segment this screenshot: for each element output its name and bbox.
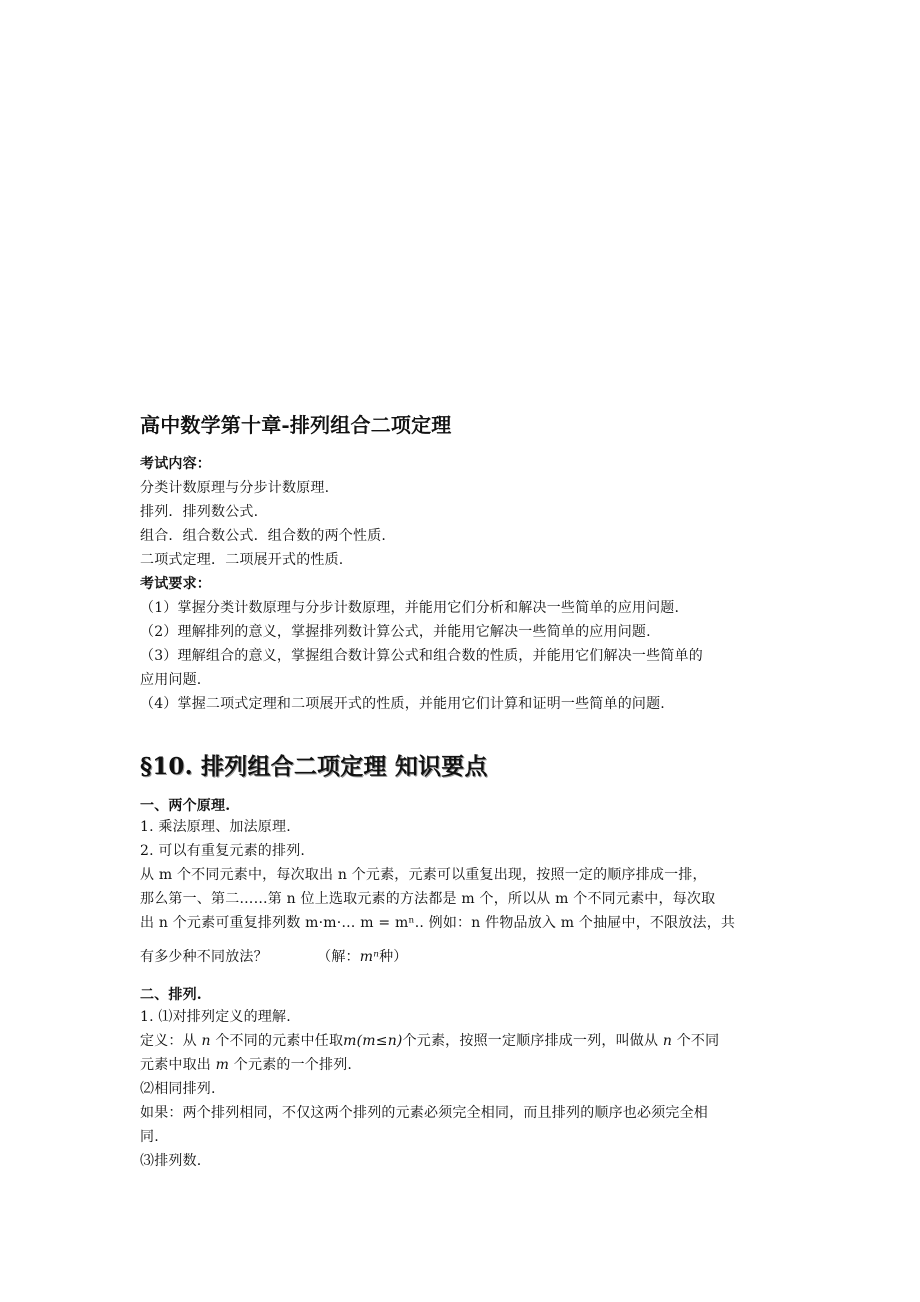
part1-paragraph-line: 那么第一、第二……第 n 位上选取元素的方法都是 m 个，所以从 m 个不同元素中，每次取	[140, 891, 716, 907]
requirements-heading: 考试要求：	[140, 576, 211, 592]
def-math: m	[215, 1057, 230, 1073]
part1-item: 1. 乘法原理、加法原理.	[140, 819, 291, 835]
content-item: 排列．排列数公式.	[140, 504, 259, 520]
part1-heading: 一、两个原理.	[140, 798, 231, 814]
def-math: n	[201, 1033, 211, 1049]
part1-question: 有多少种不同放法？	[140, 949, 268, 965]
part2-paragraph-line: 如果：两个排列相同，不仅这两个排列的元素必须完全相同，而且排列的顺序也必须完全相	[140, 1105, 708, 1121]
requirement-item: （1）掌握分类计数原理与分步计数原理，并能用它们分析和解决一些简单的应用问题.	[140, 600, 680, 616]
part1-answer-suffix: 种）	[379, 949, 408, 965]
requirement-item: 应用问题.	[140, 672, 202, 688]
part2-item: ⑶排列数.	[140, 1153, 202, 1169]
content-item: 分类计数原理与分步计数原理.	[140, 480, 330, 496]
def-text: 个元素，按照一定顺序排成一列，叫做从	[402, 1033, 659, 1049]
part1-question-line	[140, 948, 408, 966]
def-text: 个不同	[676, 1033, 720, 1049]
part2-item: ⑵相同排列.	[140, 1081, 216, 1097]
requirement-item: （2）理解排列的意义，掌握排列数计算公式，并能用它解决一些简单的应用问题.	[140, 624, 651, 640]
def-text: 个不同的元素中任取	[215, 1033, 344, 1049]
def-text: 元素中取出	[140, 1057, 211, 1073]
section-title: §10. 排列组合二项定理 知识要点	[140, 753, 488, 780]
part1-paragraph-line: 从 m 个不同元素中，每次取出 n 个元素，元素可以重复出现，按照一定的顺序排成一排，	[140, 867, 707, 883]
content-item: 二项式定理．二项展开式的性质.	[140, 552, 344, 568]
def-text: 定义：从	[140, 1033, 197, 1049]
requirement-item: （3）理解组合的意义，掌握组合数计算公式和组合数的性质，并能用它们解决一些简单的	[140, 648, 703, 664]
def-math: n	[662, 1033, 673, 1049]
part1-item: 2. 可以有重复元素的排列.	[140, 843, 306, 859]
def-math: m(m≤n)	[343, 1033, 403, 1049]
part1-answer-math: mⁿ	[359, 949, 380, 965]
part2-paragraph-line: 同.	[140, 1129, 159, 1145]
content-heading: 考试内容：	[140, 456, 211, 472]
part2-definition-line	[140, 1032, 719, 1050]
requirement-item: （4）掌握二项式定理和二项展开式的性质，并能用它们计算和证明一些简单的问题.	[140, 696, 665, 712]
document-title: 高中数学第十章-排列组合二项定理	[140, 413, 452, 437]
part2-definition-line	[140, 1056, 352, 1074]
part2-item: 1. ⑴对排列定义的理解.	[140, 1009, 291, 1025]
part2-heading: 二、排列.	[140, 987, 202, 1003]
part1-paragraph-line: 出 n 个元素可重复排列数 m·m·… m = mⁿ.. 例如：n 件物品放入 m 个抽屉中，不限放法，共	[140, 915, 736, 931]
content-item: 组合．组合数公式．组合数的两个性质.	[140, 528, 387, 544]
part1-answer-prefix: （解：	[317, 949, 360, 965]
def-text: 个元素的一个排列.	[233, 1057, 353, 1073]
